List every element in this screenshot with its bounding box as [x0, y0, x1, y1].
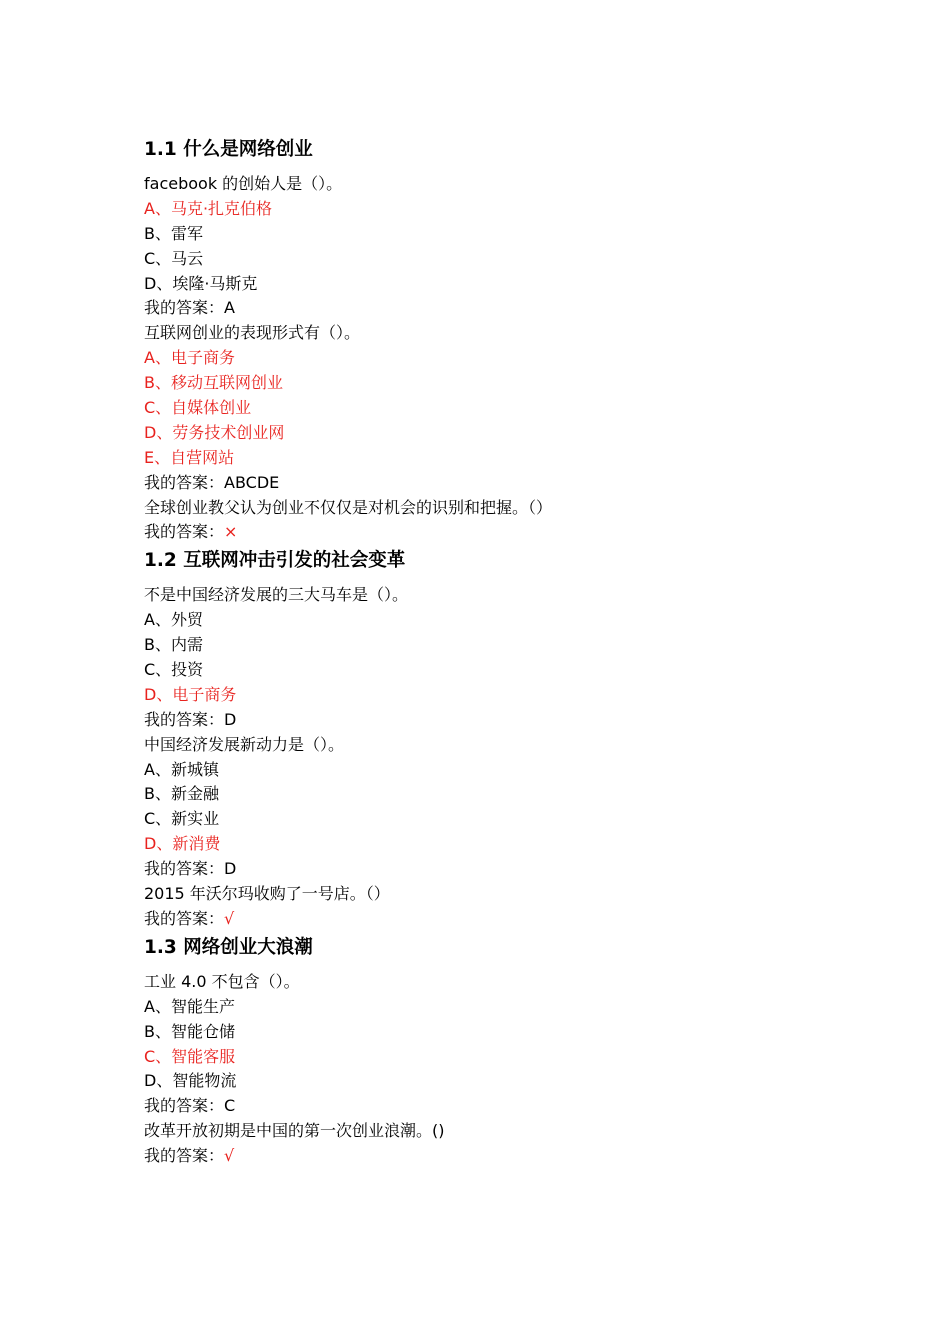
- option: D、埃隆·马斯克: [144, 273, 258, 293]
- answer-value: D: [224, 859, 237, 879]
- question-text: facebook 的创始人是（）。: [144, 174, 343, 193]
- answer-line: [144, 471, 844, 496]
- answer-line: [144, 857, 844, 882]
- option: B、内需: [144, 635, 203, 655]
- option-correct: D、劳务技术创业网: [144, 422, 285, 442]
- question-text: 改革开放初期是中国的第一次创业浪潮。(): [144, 1121, 445, 1141]
- option-correct: D、新消费: [144, 834, 221, 854]
- answer-label: 我的答案：: [144, 1146, 225, 1166]
- check-mark-icon: √: [224, 1146, 235, 1166]
- answer-line: [144, 1144, 844, 1169]
- answer-label: 我的答案：: [144, 472, 225, 492]
- question-text: 互联网创业的表现形式有（）。: [144, 323, 361, 343]
- cross-mark-icon: ×: [224, 522, 238, 542]
- answer-label: 我的答案：: [144, 522, 225, 542]
- section-title: 1.2 互联网冲击引发的社会变革: [144, 550, 406, 572]
- question-text: 工业 4.0 不包含（）。: [144, 971, 300, 991]
- answer-line: [144, 520, 844, 545]
- answer-line: [144, 708, 844, 733]
- question-text: 2015 年沃尔玛收购了一号店。（）: [144, 884, 390, 904]
- option-correct: C、自媒体创业: [144, 398, 252, 418]
- answer-value: A: [224, 298, 235, 318]
- option-correct: C、智能客服: [144, 1046, 236, 1066]
- option: A、外贸: [144, 610, 203, 630]
- option: A、新城镇: [144, 759, 219, 779]
- option-correct: E、自营网站: [144, 447, 235, 467]
- option: B、智能仓储: [144, 1021, 235, 1041]
- option: B、雷军: [144, 223, 203, 243]
- answer-label: 我的答案：: [144, 709, 225, 729]
- document-page: [144, 136, 844, 1169]
- answer-label: 我的答案：: [144, 908, 225, 928]
- answer-value: D: [224, 709, 237, 729]
- option-correct: D、电子商务: [144, 684, 237, 704]
- answer-line: [144, 296, 844, 321]
- option: B、新金融: [144, 784, 219, 804]
- section-title: 1.3 网络创业大浪潮: [144, 936, 313, 958]
- answer-line: [144, 1094, 844, 1119]
- answer-value: ABCDE: [224, 472, 280, 492]
- option: A、智能生产: [144, 996, 235, 1016]
- answer-label: 我的答案：: [144, 1096, 225, 1116]
- answer-label: 我的答案：: [144, 859, 225, 879]
- question-text: 中国经济发展新动力是（）。: [144, 734, 345, 754]
- section-title: 1.1 什么是网络创业: [144, 139, 313, 160]
- check-mark-icon: √: [224, 908, 235, 928]
- option-correct: A、马克·扎克伯格: [144, 198, 273, 218]
- answer-line: [144, 907, 844, 932]
- option: C、新实业: [144, 809, 220, 829]
- option: C、马云: [144, 248, 204, 268]
- question-text: 不是中国经济发展的三大马车是（）。: [144, 585, 409, 605]
- answer-label: 我的答案：: [144, 298, 225, 318]
- option-correct: B、移动互联网创业: [144, 373, 283, 393]
- option: C、投资: [144, 660, 204, 680]
- option-correct: A、电子商务: [144, 348, 235, 368]
- option: D、智能物流: [144, 1071, 237, 1091]
- answer-value: C: [224, 1096, 236, 1116]
- question-text: 全球创业教父认为创业不仅仅是对机会的识别和把握。（）: [144, 497, 553, 517]
